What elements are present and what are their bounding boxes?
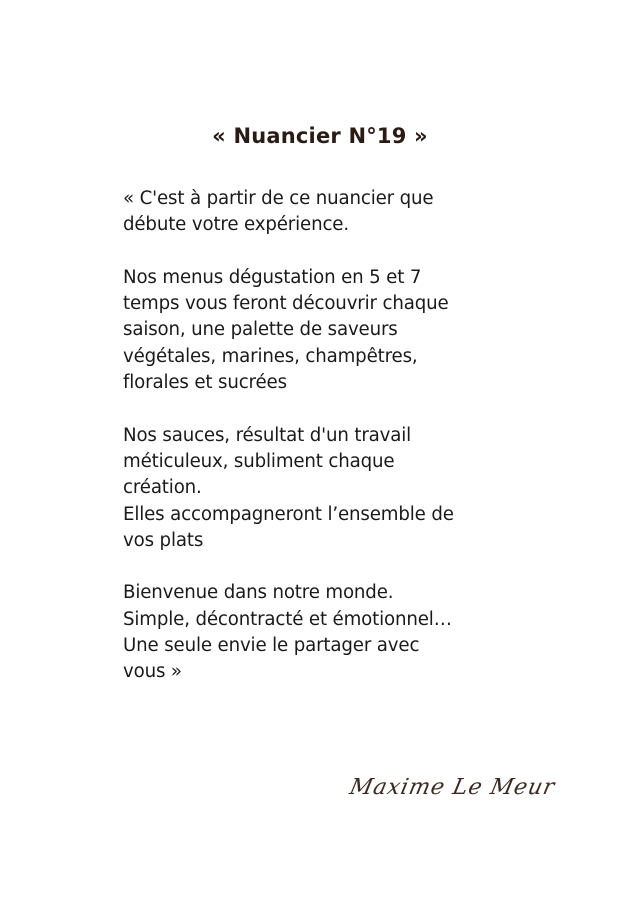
- paragraph-welcome: [123, 580, 543, 685]
- text-line: méticuleux, subliment chaque: [123, 450, 395, 472]
- paragraph-sauces: [123, 423, 543, 554]
- text-line: florales et sucrées: [123, 372, 287, 394]
- paragraph-intro: [123, 186, 543, 239]
- page-title: « Nuancier N°19 »: [212, 124, 428, 148]
- intro-text: [123, 186, 543, 712]
- text-line: Bienvenue dans notre monde.: [123, 582, 394, 604]
- text-line: Une seule envie le partager avec: [123, 635, 420, 657]
- text-line: végétales, marines, champêtres,: [123, 345, 418, 367]
- text-line: saison, une palette de saveurs: [123, 319, 398, 341]
- signature-text: Maxime Le Meur: [347, 775, 558, 800]
- text-line: Simple, décontracté et émotionnel…: [123, 608, 452, 630]
- text-line: temps vous feront découvrir chaque: [123, 293, 449, 315]
- text-line: Nos sauces, résultat d'un travail: [123, 424, 412, 446]
- chef-signature: [347, 775, 558, 815]
- paragraph-tasting-menus: [123, 265, 543, 396]
- text-line: « C'est à partir de ce nuancier que: [123, 188, 434, 209]
- text-line: vos plats: [123, 529, 204, 551]
- text-line: débute votre expérience.: [123, 214, 349, 236]
- text-line: création.: [123, 477, 202, 499]
- text-line: vous »: [123, 661, 182, 683]
- text-line: Nos menus dégustation en 5 et 7: [123, 266, 422, 288]
- text-line: Elles accompagneront l’ensemble de: [123, 503, 454, 525]
